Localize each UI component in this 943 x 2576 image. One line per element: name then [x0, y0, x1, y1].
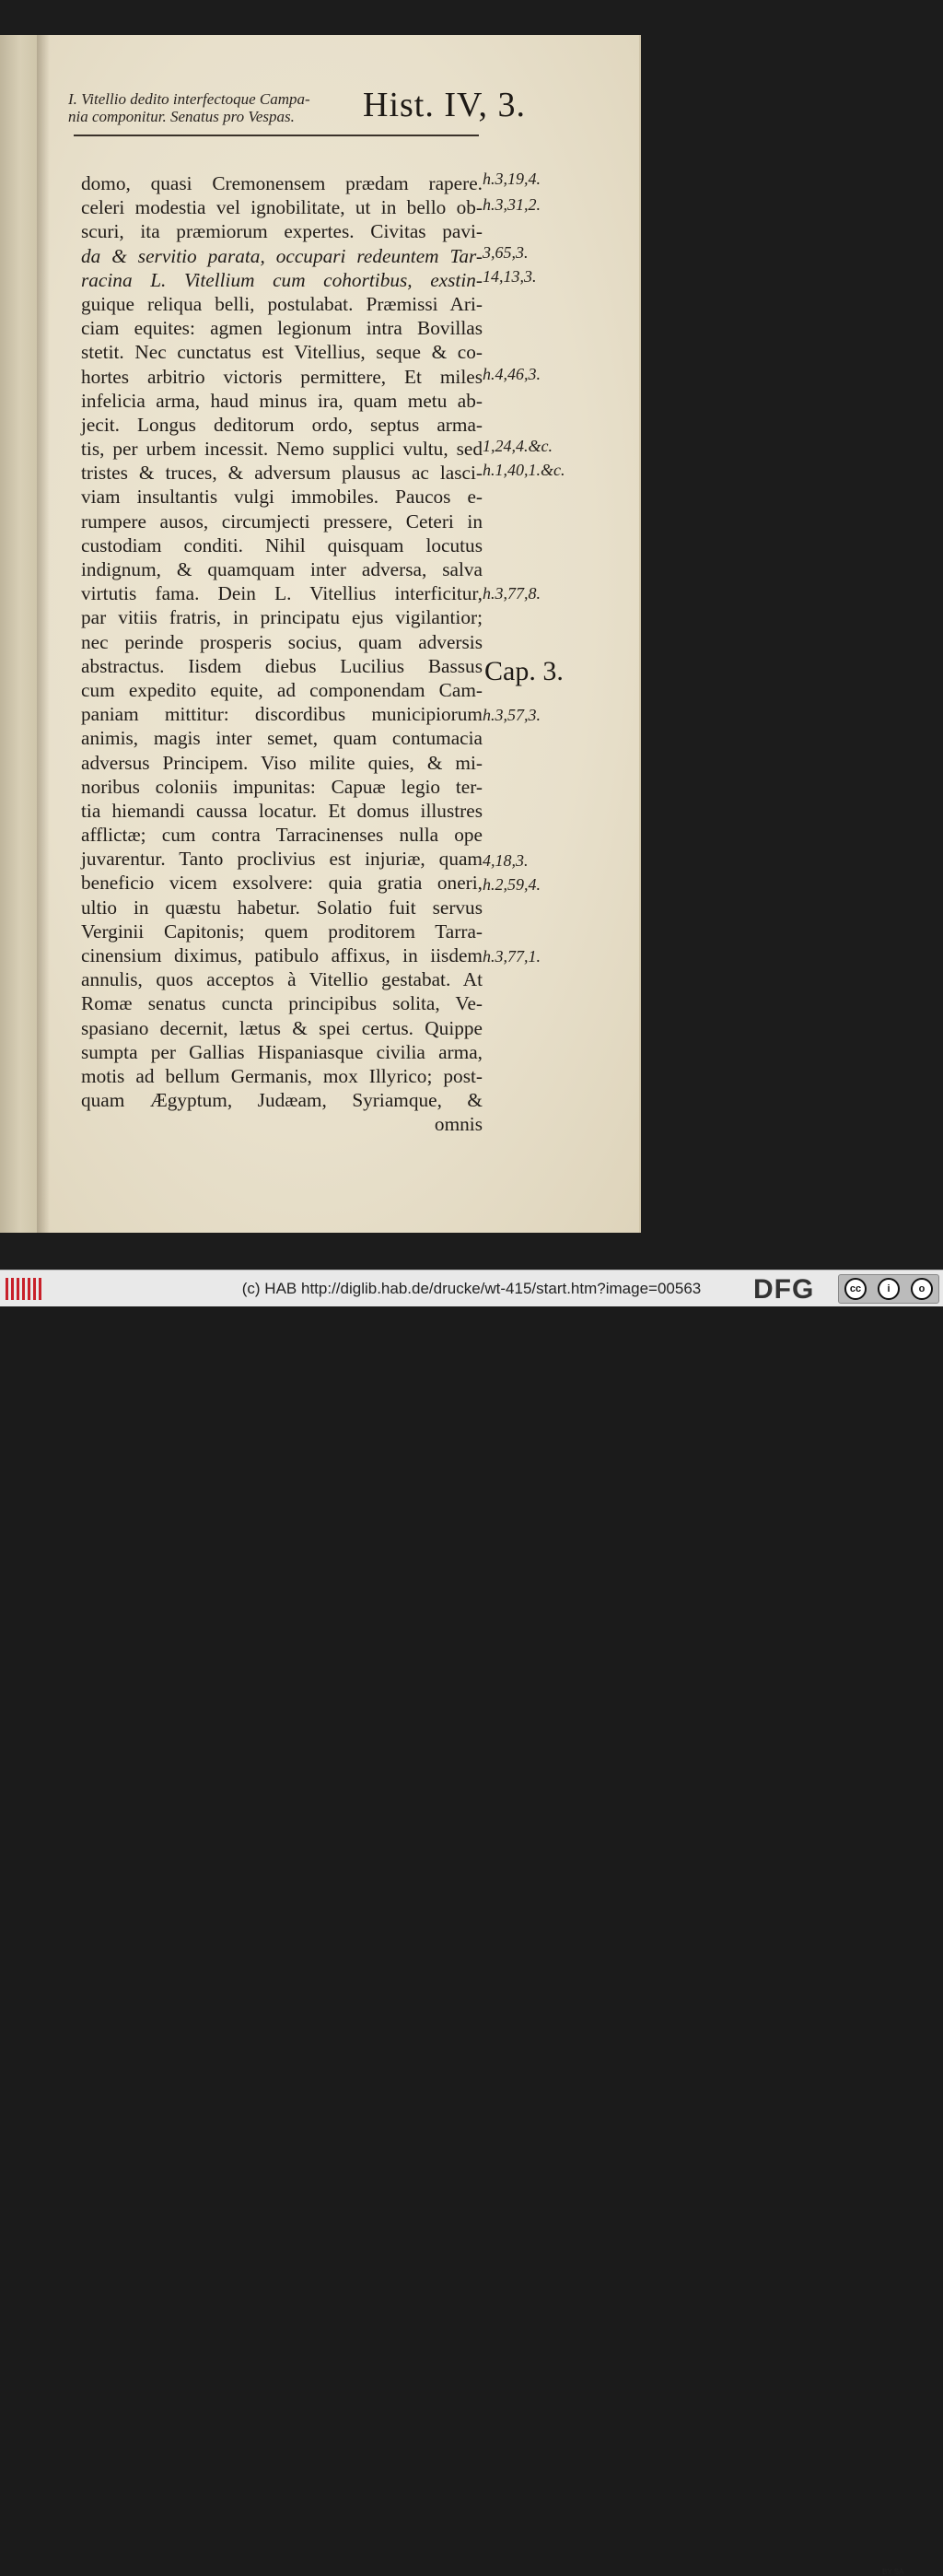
by-icon: i	[878, 1278, 900, 1300]
text-line: jecit. Longus deditorum ordo, septus arma-	[81, 413, 483, 436]
margin-reference: h.1,40,1.&c.	[483, 461, 565, 479]
text-line: motis ad bellum Germanis, mox Illyrico; post-	[81, 1064, 483, 1087]
footer-bar	[0, 1270, 943, 2576]
catchword: omnis	[434, 1113, 483, 1136]
text-line: tristes & truces, & adversum plausus ac lasci-	[81, 462, 483, 485]
text-line: Verginii Capitonis; quem proditorem Tarra-	[81, 919, 483, 943]
text-line: sumpta per Gallias Hispaniasque civilia arma,	[81, 1040, 483, 1063]
text-line: cum expedito equite, ad componendam Cam-	[81, 678, 483, 701]
text-line: ciam equites: agmen legionum intra Bovillas	[81, 317, 483, 340]
margin-reference: 14,13,3.	[483, 267, 537, 286]
book-page	[37, 35, 641, 1233]
margin-reference: 4,18,3.	[483, 851, 529, 870]
text-line: abstractus. Iisdem diebus Lucilius Bassus	[81, 654, 483, 677]
margin-reference: h.3,57,3.	[483, 706, 541, 724]
text-line: domo, quasi Cremonensem prædam rapere.	[81, 172, 483, 194]
margin-reference: h.4,46,3.	[483, 365, 541, 383]
header-summary-line-2: nia componitur. Senatus pro Vespas.	[68, 108, 295, 125]
text-line: ultio in quæstu habetur. Solatio fuit servus	[81, 896, 483, 919]
text-line: paniam mittitur: discordibus municipiorum	[81, 703, 483, 726]
text-line: tia hiemandi caussa locatur. Et domus illustres	[81, 799, 483, 822]
text-line: infelicia arma, haud minus ira, quam metu ab-	[81, 389, 483, 412]
text-line: nec perinde prosperis socius, quam adversis	[81, 630, 483, 653]
text-line: virtutis fama. Dein L. Vitellius interficitur,	[81, 582, 483, 605]
header-summary	[68, 90, 363, 125]
text-line: afflictæ; cum contra Tarracinenses nulla ope	[81, 824, 483, 847]
text-body	[81, 171, 483, 1137]
text-line: beneficio vicem exsolvere: quia gratia oneri,	[81, 872, 483, 895]
header-rule	[74, 135, 479, 136]
text-line: custodiam conditi. Nihil quisquam locutus	[81, 533, 483, 556]
text-line: juvarentur. Tanto proclivius est injuriæ, quam	[81, 848, 483, 871]
margin-reference: h.3,31,2.	[483, 195, 541, 214]
text-line: racina L. Vitellium cum cohortibus, exstin-	[81, 268, 483, 291]
text-line: rumpere ausos, circumjecti pressere, Ceteri in	[81, 509, 483, 533]
dfg-logo: DFG	[753, 1274, 815, 1305]
header-summary-line-1: I. Vitellio dedito interfectoque Campa-	[68, 90, 310, 108]
text-line: viam insultantis vulgi immobiles. Paucos e-	[81, 486, 483, 509]
text-line: stetit. Nec cunctatus est Vitellius, seque & co-	[81, 341, 483, 364]
text-line: guique reliqua belli, postulabat. Præmissi Ari-	[81, 292, 483, 315]
text-line: hortes arbitrio victoris permittere, Et miles	[81, 365, 483, 388]
cc-icon: cc	[844, 1278, 867, 1300]
text-line: celeri modestia vel ignobilitate, ut in bello ob-	[81, 196, 483, 219]
license-labels: BY SA	[882, 2568, 904, 2576]
copyright-link[interactable]: (c) HAB http://diglib.hab.de/drucke/wt-415/start.htm?image=00563	[241, 1280, 702, 1297]
previous-page-edge	[0, 35, 37, 1233]
margin-reference: 3,65,3.	[483, 243, 529, 262]
scan-viewer	[0, 0, 943, 1270]
gutter-shadow	[37, 35, 50, 1233]
text-line: indignum, & quamquam inter adversa, salva	[81, 558, 483, 580]
text-line: scuri, ita præmiorum expertes. Civitas pavi-	[81, 220, 483, 243]
text-line: spasiano decernit, lætus & spei certus. Quippe	[81, 1016, 483, 1039]
margin-reference: h.3,77,8.	[483, 584, 541, 603]
margin-reference: h.3,77,1.	[483, 947, 541, 966]
text-line: annulis, quos acceptos à Vitellio gestabat. At	[81, 968, 483, 991]
text-line: cinensium diximus, patibulo affixus, in iisdem	[81, 944, 483, 966]
text-line: adversus Principem. Viso milite quies, & mi-	[81, 751, 483, 774]
text-line: animis, magis inter semet, quam contumacia	[81, 727, 483, 750]
text-line: Romæ senatus cuncta principibus solita, Ve-	[81, 992, 483, 1015]
text-line: quam Ægyptum, Judæam, Syriamque, &	[81, 1089, 483, 1112]
text-line: da & servitio parata, occupari redeuntem Tar-	[81, 244, 483, 267]
chapter-label: Cap. 3.	[484, 656, 564, 686]
license-badge[interactable]	[838, 1274, 939, 1304]
text-line: noribus coloniis impunitas: Capuæ legio ter-	[81, 775, 483, 798]
margin-reference: 1,24,4.&c.	[483, 437, 553, 455]
text-line: par vitiis fratris, in principatu ejus vigilantior;	[81, 606, 483, 629]
text-line: tis, per urbem incessit. Nemo supplici vultu, sed	[81, 438, 483, 461]
sa-icon: o	[911, 1278, 933, 1300]
running-title: Hist. IV, 3.	[363, 86, 527, 124]
margin-reference: h.2,59,4.	[483, 875, 541, 894]
margin-reference: h.3,19,4.	[483, 170, 541, 188]
